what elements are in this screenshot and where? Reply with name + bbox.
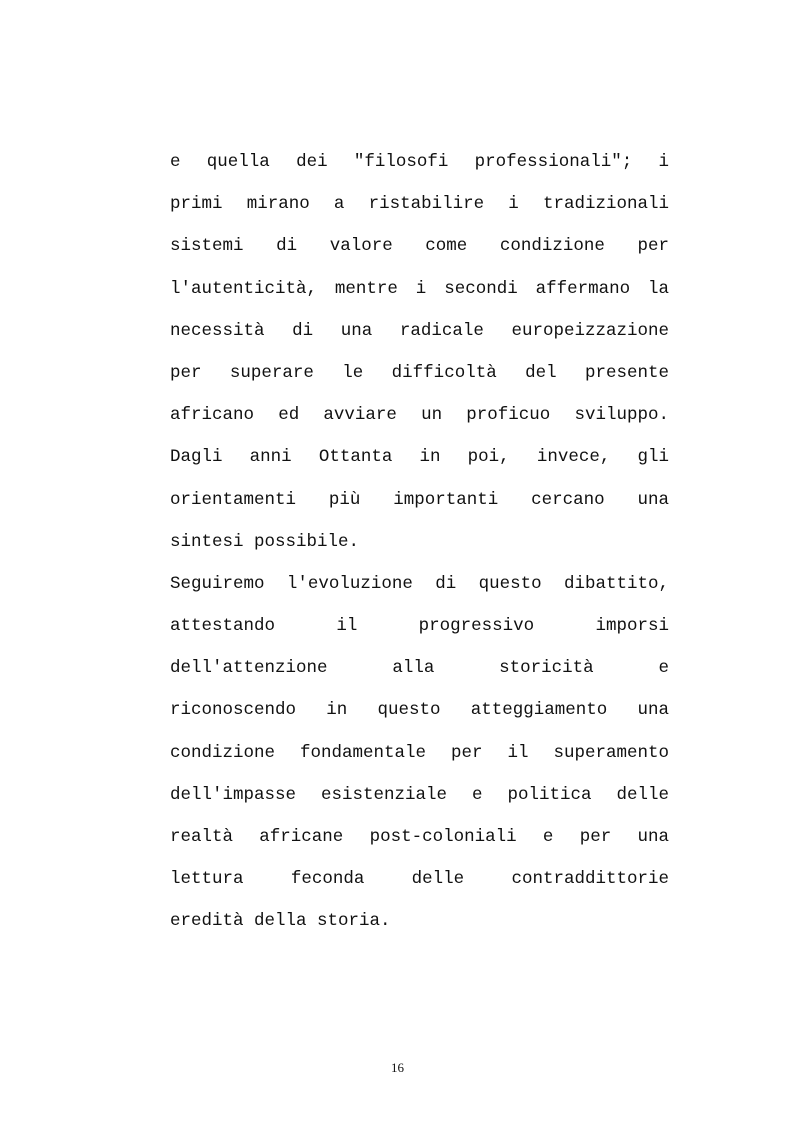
- text-line: sintesi possibile.: [170, 531, 360, 552]
- text-line: africano ed avviare un proficuo sviluppo.: [170, 405, 669, 426]
- body-text: [170, 141, 669, 943]
- text-line: orientamenti più importanti cercano una: [170, 489, 669, 510]
- text-line: necessità di una radicale europeizzazione: [170, 320, 669, 341]
- text-line: l'autenticità, mentre i secondi affermano la: [170, 278, 669, 299]
- text-line: primi mirano a ristabilire i tradizionali: [170, 194, 669, 215]
- text-line: Dagli anni Ottanta in poi, invece, gli: [170, 447, 669, 468]
- text-line: dell'attenzione alla storicità e: [170, 658, 669, 679]
- paragraph-2: [170, 563, 669, 943]
- text-line: e quella dei "filosofi professionali"; i: [170, 152, 669, 172]
- text-line: sistemi di valore come condizione per: [170, 236, 669, 257]
- text-line: per superare le difficoltà del presente: [170, 362, 669, 383]
- text-line: Seguiremo l'evoluzione di questo dibattito,: [170, 573, 669, 594]
- paragraph-1: [170, 141, 669, 563]
- text-line: lettura feconda delle contraddittorie: [170, 869, 669, 890]
- text-line: riconoscendo in questo atteggiamento una: [170, 700, 669, 721]
- text-line: dell'impasse esistenziale e politica delle: [170, 784, 669, 805]
- text-line: condizione fondamentale per il superamento: [170, 742, 669, 763]
- text-line: attestando il progressivo imporsi: [170, 616, 669, 637]
- page-number: 16: [391, 1060, 404, 1075]
- text-line: eredità della storia.: [170, 911, 391, 932]
- text-line: realtà africane post-coloniali e per una: [170, 827, 669, 847]
